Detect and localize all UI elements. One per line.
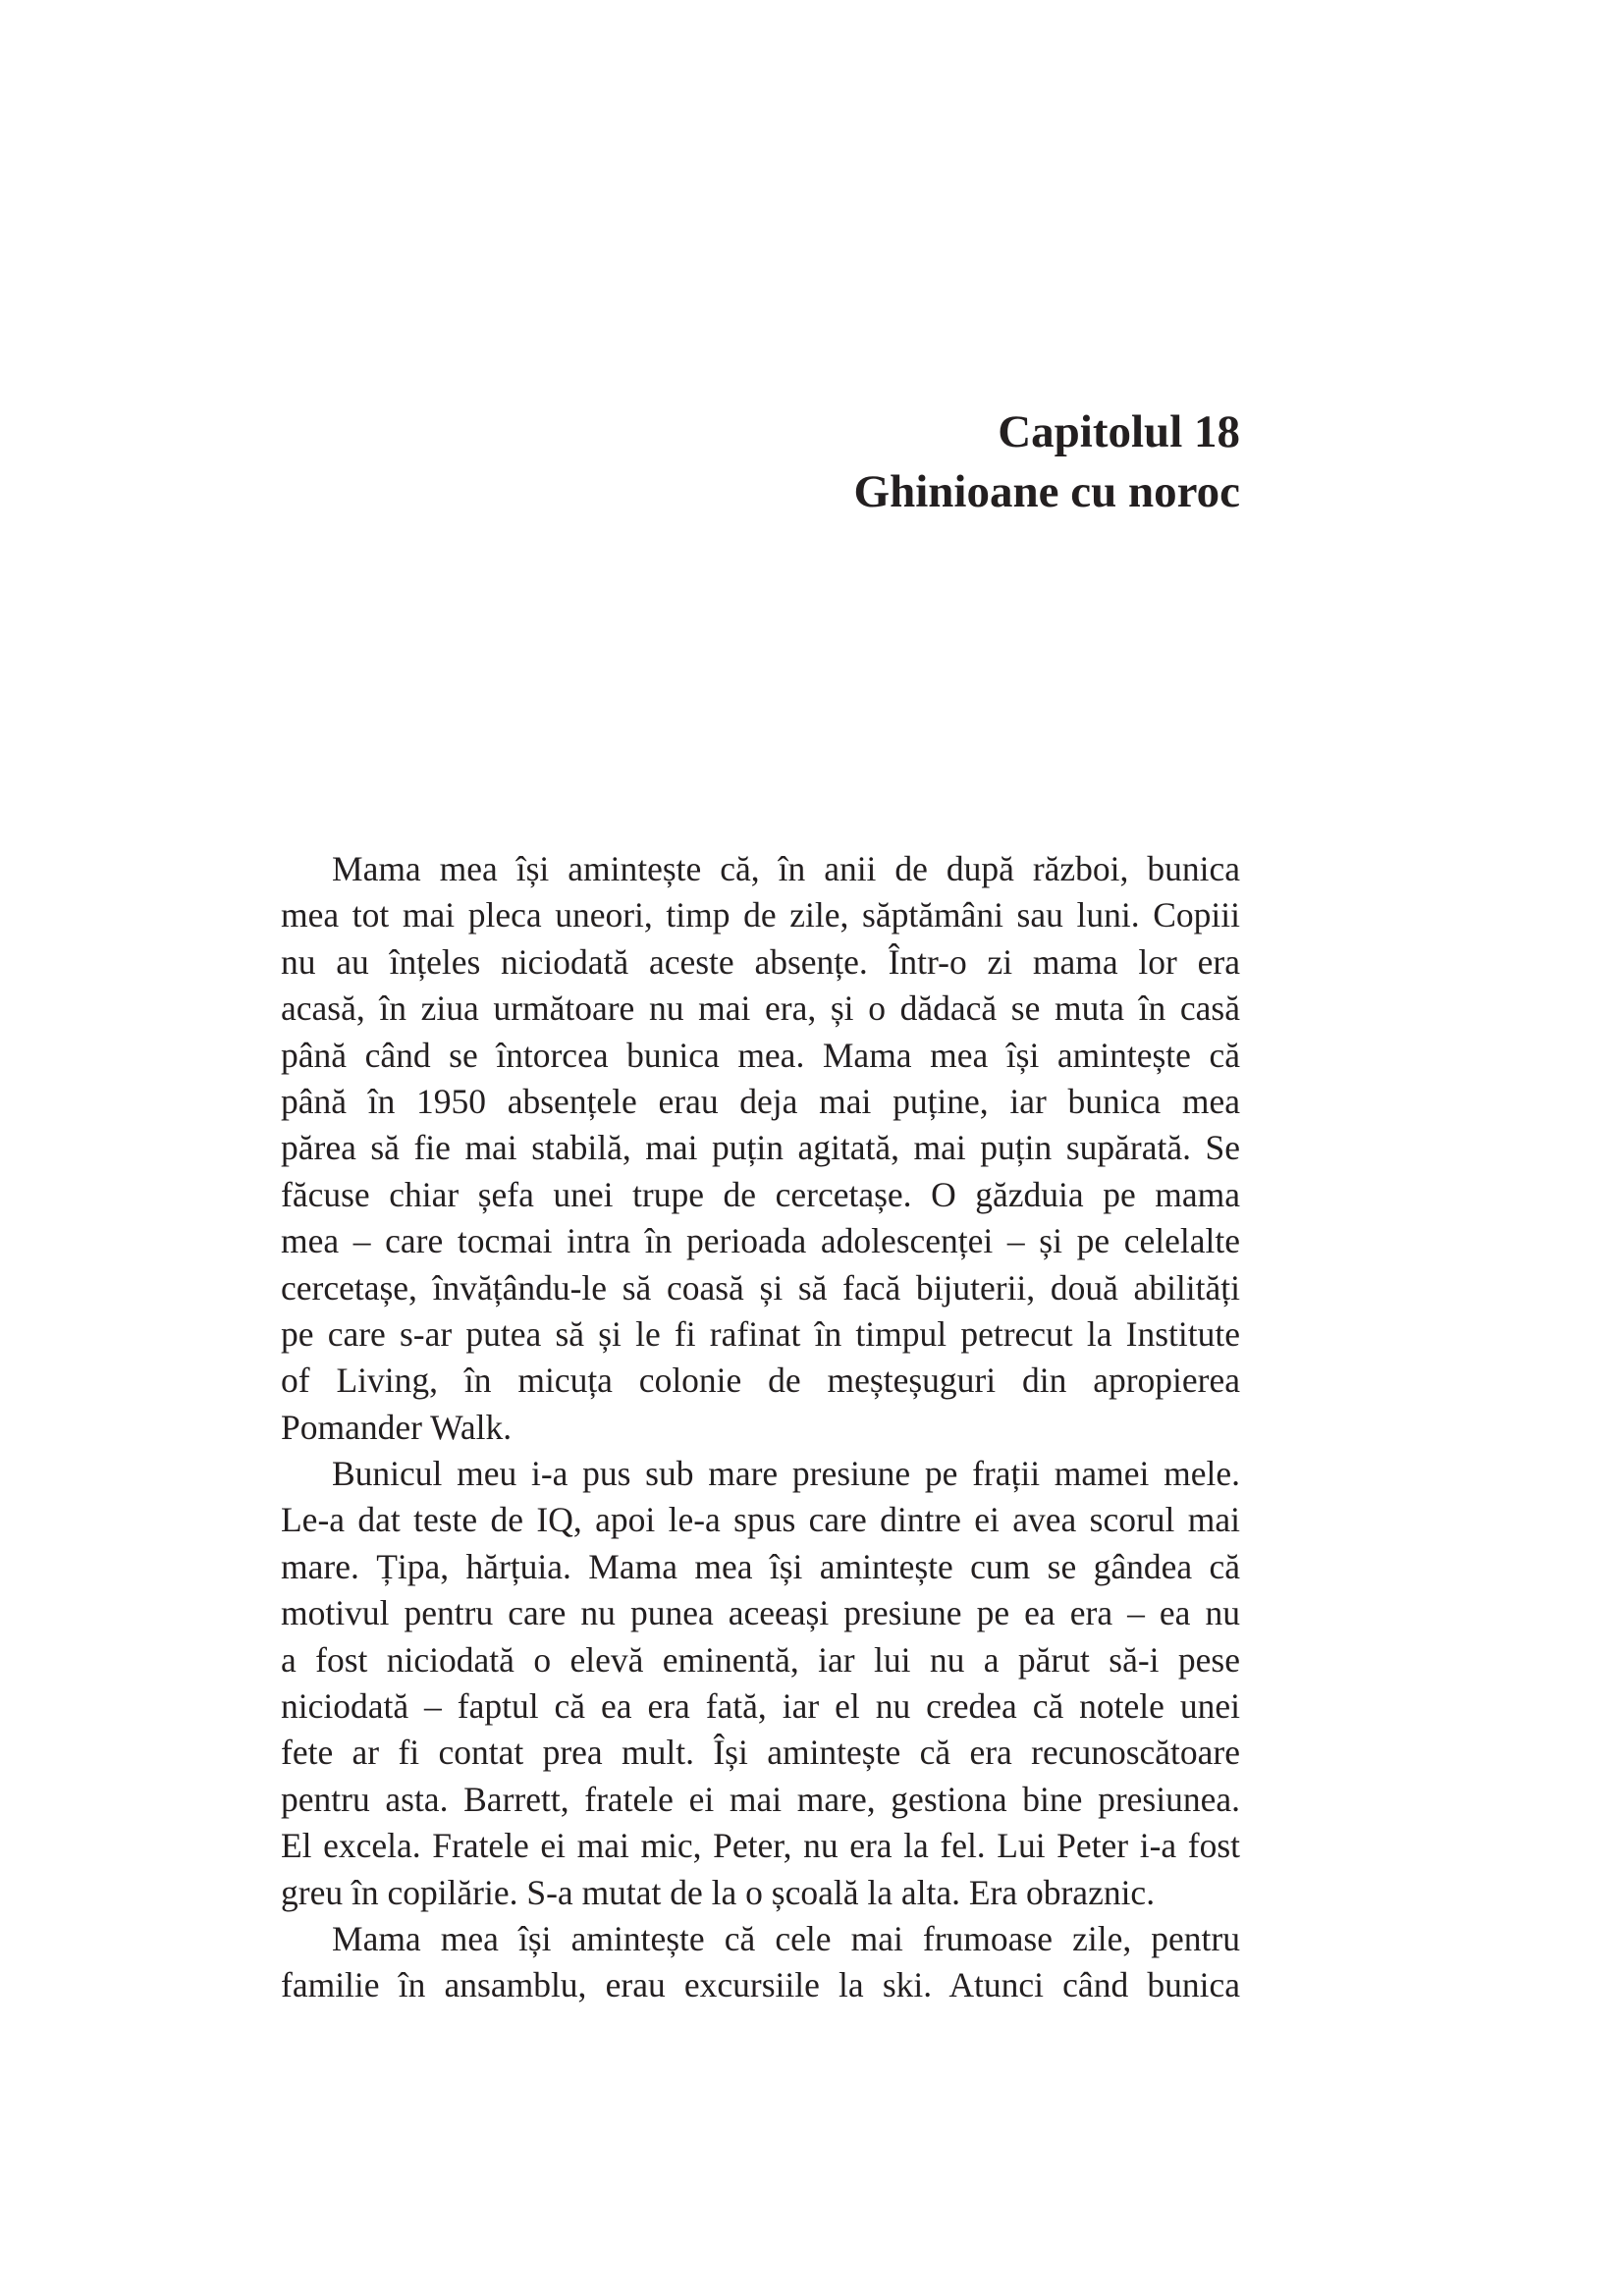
text-line: nu au înțeles niciodată aceste absențe. Într-o zi mama lor era: [281, 941, 1240, 982]
paragraph: [281, 1451, 1240, 1916]
chapter-number: Capitolul 18: [998, 406, 1240, 457]
text-line: până în 1950 absențele erau deja mai puține, iar bunica mea: [281, 1081, 1240, 1121]
text-line: Le-a dat teste de IQ, apoi le-a spus care dintre ei avea scorul mai: [281, 1500, 1240, 1540]
text-line: făcuse chiar șefa unei trupe de cercetașe. O găzduia pe mama: [281, 1174, 1240, 1214]
text-line: pentru asta. Barrett, fratele ei mai mare, gestiona bine presiunea.: [281, 1779, 1240, 1819]
text-line: pe care s-ar putea să și le fi rafinat în timpul petrecut la Institute: [281, 1313, 1240, 1354]
body-text: [281, 846, 1240, 2009]
chapter-heading: [854, 402, 1240, 522]
text-line: greu în copilărie. S-a mutat de la o școală la alta. Era obraznic.: [281, 1872, 1156, 1912]
text-line: cercetașe, învățându-le să coasă și să facă bijuterii, două abilități: [281, 1267, 1240, 1308]
text-line: Pomander Walk.: [281, 1407, 513, 1447]
text-line: of Living, în micuța colonie de meșteșuguri din apropierea: [281, 1361, 1240, 1401]
text-line: mea – care tocmai intra în perioada adolescenței – și pe celelalte: [281, 1221, 1240, 1261]
text-line: niciodată – faptul că ea era fată, iar el nu credea că notele unei: [281, 1686, 1240, 1727]
text-line: până când se întorcea bunica mea. Mama mea își amintește că: [281, 1035, 1240, 1075]
text-line: mea tot mai pleca uneori, timp de zile, săptămâni sau luni. Copiii: [281, 895, 1240, 935]
text-line: mare. Țipa, hărțuia. Mama mea își amintește cum se gândea că: [281, 1546, 1240, 1586]
chapter-title: Ghinioane cu noroc: [853, 466, 1240, 517]
text-line: motivul pentru care nu punea aceeași presiune pe ea era – ea nu: [281, 1593, 1240, 1633]
text-line: Bunicul meu i-a pus sub mare presiune pe frații mamei mele.: [332, 1454, 1240, 1494]
text-line: acasă, în ziua următoare nu mai era, și o dădacă se muta în casă: [281, 988, 1240, 1029]
text-line: familie în ansamblu, erau excursiile la ski. Atunci când bunica: [281, 1965, 1240, 2005]
text-line: El excela. Fratele ei mai mic, Peter, nu era la fel. Lui Peter i-a fost: [281, 1826, 1240, 1866]
text-line: părea să fie mai stabilă, mai puțin agitată, mai puțin supărată. Se: [281, 1128, 1240, 1168]
text-line: Mama mea își amintește că cele mai frumoase zile, pentru: [332, 1918, 1240, 1958]
text-line: fete ar fi contat prea mult. Își amintește că era recunoscătoare: [281, 1733, 1240, 1773]
paragraph: [281, 1916, 1240, 2009]
text-line: a fost niciodată o elevă eminentă, iar lui nu a părut să-i pese: [281, 1639, 1240, 1680]
paragraph: [281, 846, 1240, 1451]
text-line: Mama mea își amintește că, în anii de după război, bunica: [332, 849, 1240, 888]
